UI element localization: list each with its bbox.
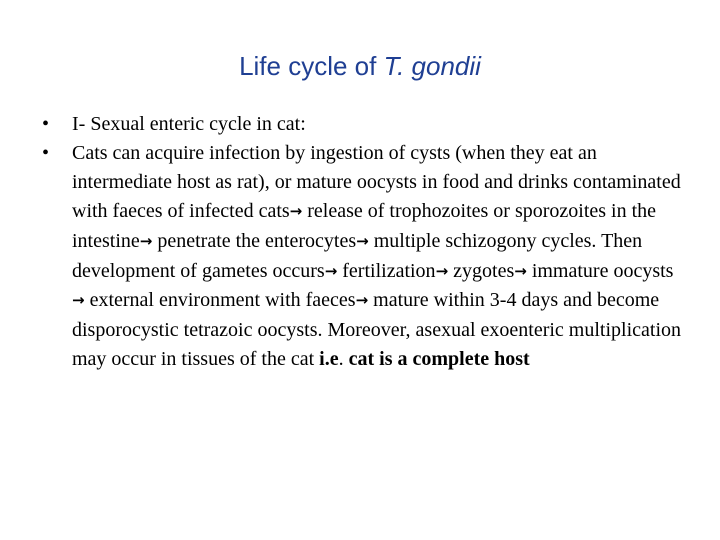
right-arrow-icon: →	[435, 261, 449, 280]
right-arrow-icon: →	[356, 231, 369, 250]
right-arrow-icon: →	[289, 201, 303, 220]
bullet-body-item	[38, 139, 688, 374]
body-text-4: multiple schizogony cycles. Then development of gametes occurs	[72, 229, 643, 282]
bullet-icon: •	[42, 113, 50, 135]
bullet-heading-text: I- Sexual enteric cycle in cat:	[72, 113, 306, 135]
body-text-6: zygotes	[448, 259, 515, 282]
slide-title	[0, 48, 720, 84]
right-arrow-icon: →	[514, 261, 527, 280]
body-text-2: release of trophozoites or sporozoites in the intestine	[72, 199, 657, 252]
body-text-5: fertilization	[337, 259, 436, 282]
title-prefix: Life cycle of	[239, 51, 384, 81]
bullet-heading-item	[38, 110, 688, 139]
body-text-ie: i.e	[319, 348, 339, 371]
bullet-list	[38, 110, 688, 374]
body-text-8: external environment with faeces	[84, 289, 356, 312]
title-italic-species: T. gondii	[383, 51, 481, 81]
right-arrow-icon: →	[139, 231, 153, 250]
right-arrow-icon: →	[324, 261, 338, 280]
body-text-conclusion: cat is a complete host	[348, 348, 530, 371]
body-text-1: Cats can acquire infection by ingestion of cysts (when they eat an intermediate host as rat), or mature oocysts in food and drinks contaminated with faeces of infected cats	[72, 141, 681, 222]
bullet-icon: •	[42, 141, 50, 164]
body-text-7: immature oocysts	[526, 259, 674, 282]
body-text-10: .	[338, 348, 349, 371]
body-text-3: penetrate the enterocytes	[152, 229, 357, 252]
right-arrow-icon: →	[72, 291, 85, 310]
right-arrow-icon: →	[355, 291, 369, 310]
body-text-9: mature within 3-4 days and become disporocystic tetrazoic oocysts. Moreover, asexual exoenteric multiplication may occur in tissues of the cat	[72, 289, 682, 371]
